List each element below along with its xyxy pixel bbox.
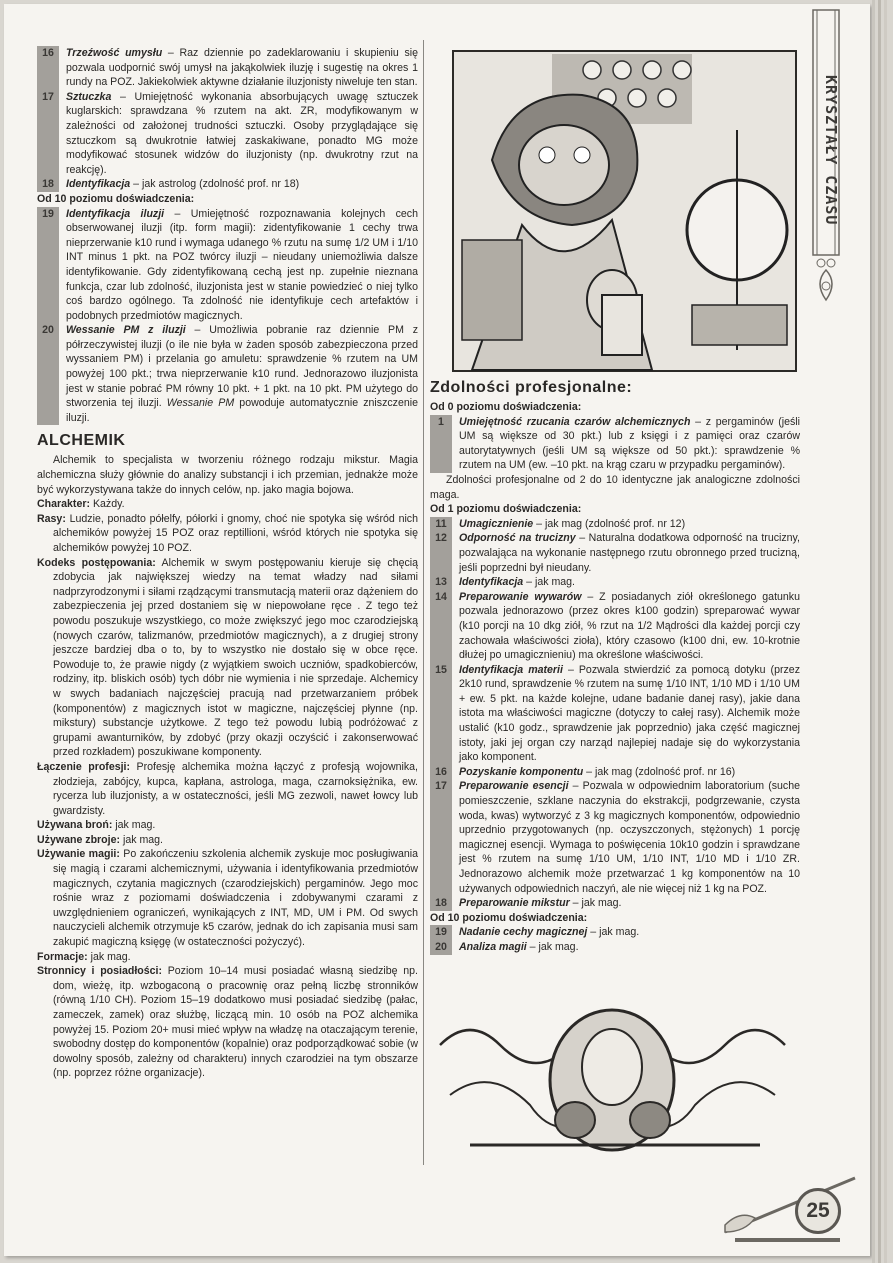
ability-number: 14 [430,590,452,663]
ability-title: Sztuczka [66,90,112,103]
ability-number: 17 [37,90,59,178]
field-label: Formacje: [37,950,88,963]
field-formacje [37,950,418,965]
ability-number: 16 [37,46,59,90]
column-divider [423,40,424,1165]
ability-item [37,207,418,324]
ability-text: – Umiejętność wykonania absorbujących uwagę sztuczek kuglarskich: sprawdzana % rzutem na akt. ZR, modyfikowanym w zależności od założonej trudności sztuczki. Osoby przyglądające się sztuczkom są dwukrotnie łatwiej zaskakiwane, ponadto MG może modyfikować stosunek widzów do iluzjonisty (np. dwukrotny rzut na reakcję). [66,90,418,176]
page-edge [872,0,875,1263]
ability-italic-term: Wessanie PM [166,397,235,410]
ability-title: Pozyskanie komponentu [459,765,584,778]
ability-title: Umiejętność rzucania czarów alchemicznych [459,415,691,428]
page-edge [878,0,881,1263]
field-charakter [37,497,418,512]
ability-title: Identyfikacja iluzji [66,207,165,220]
field-label: Używane zbroje: [37,833,121,846]
ability-number: 12 [430,531,452,575]
ability-number: 18 [430,896,452,911]
ability-number: 1 [430,415,452,473]
level-heading: Od 10 poziomu doświadczenia: [37,192,195,205]
field-stronnicy [37,964,418,1081]
abilities-note: Zdolności profesjonalne od 2 do 10 identyczne jak analogiczne zdolności maga. [430,473,800,501]
ability-title: Trzeźwość umysłu [66,47,163,59]
ability-number: 13 [430,575,452,590]
ability-text: – Pozwala stwierdzić za pomocą dotyku (przez 2k10 rund, sprawdzenie % rzutem na sumę 1/10 INT, 1/10 MD i 1/10 UM + ew. 5 pkt. na każde kolejne, udane badanie danej rasy), jakie dana istota ma właściwości magiczne (dotyczy to całej rasy). Alchemik może ustalić (k10 godz., sprawdzenie jak poprzednio) jaka część magicznej istoty, jaki jej organ czy narząd najlepiej nadaje się do wykorzystania jako komponent. [459,663,800,764]
ability-text: – Z posiadanych ziół określonego gatunku pozwala jednorazowo (przez okres k100 godzin) spreparować wywar (k10 porcji na 10 dkg ziół, % rzut na 1/2 Mądrości dla każdej porcji czy zachowała właściwości zioła), który czasowo (k100 dni, ew. 10-krotnie dłużej po umagicznieniu) ma określone właściwości. [459,590,800,662]
ability-number: 20 [430,940,452,955]
ability-item [37,90,418,178]
ability-item [430,925,800,940]
field-text: jak mag. [120,833,163,846]
field-text: Ludzie, ponadto półelfy, półorki i gnomy, choć nie spotyka się wśród nich alchemików powyżej 15 POZ oraz reptillioni, wśród których nie spotyka się alchemików powyżej 10 POZ. [53,512,418,554]
left-column [37,46,418,1081]
ability-title: Nadanie cechy magicznej [459,926,588,939]
ability-number: 15 [430,663,452,765]
ability-number: 17 [430,779,452,896]
level-heading: Od 1 poziomu doświadczenia: [430,503,582,516]
ability-item [430,940,800,955]
ability-title: Analiza magii [459,940,527,953]
ability-text: – jak mag. [587,926,640,939]
right-column [430,378,800,955]
field-zbroje [37,833,418,848]
ability-title: Preparowanie wywarów [459,590,582,603]
ability-number: 19 [37,207,59,324]
ability-item [430,663,800,765]
field-rasy [37,512,418,556]
field-kodeks [37,556,418,760]
section-heading-alchemik: ALCHEMIK [37,432,126,450]
ability-text: – jak astrolog (zdolność prof. nr 18) [130,178,300,191]
ability-title: Identyfikacja [66,178,131,191]
ability-item [37,46,418,90]
alchemist-illustration [452,50,797,372]
field-text: Alchemik w swym postępowaniu kieruje się chęcią zdobycia jak największej wiedzy na temat władzy nad siłami nadprzyrodzonymi i siłami rządzącymi transmutacją materii oraz dążeniem do zabezpieczenia jej przed dostaniem się w niepowołane ręce . Z tego też powodu poszukuje wszystkiego, co może zwiększyć jego moc czarodziejską (nowych czarów, talizmanów, przedmiotów magicznych), a z drugiej strony jeszcze bardziej dba o to, by to wszystko nie dostało się w obce ręce. Powoduje to, że prawie nigdy (z wyjątkiem swoich uczniów, spadkobierców, rodziny, itp. bliskich osób) tych dóbr nie wymienia i nie sprzedaje. Alchemicy w swych badaniach najczęściej pracują nad przetwarzaniem próbek (komponentów) z magicznych istot w magiczne, najczęściej płynne (np. mikstury) substancje użytkowe. Z tego też powodu lubią podróżować z grupami awanturników, by zdobyć (przy okazji oczyścić i zakonserwować przed rozkładem) poszukiwane komponenty. [53,556,419,759]
ability-title: Umagicznienie [459,517,534,530]
field-text: Każdy. [90,498,125,511]
ability-text: – Umożliwia pobranie raz dziennie PM z półrzeczywistej iluzji (o ile nie była w żaden sposób zabezpieczona przed wyssaniem PM) i przelania go amuletu: sprawdzenie % rzutem na UM powyżej 100 pkt.; trwa nieprzerwanie k10 rund. Jednorazowo iluzjonista jest w stanie pobrać PM równy 10 pkt. + 1 pkt. na 10 pkt. PM użytego do stworzenia tej iluzji. [66,324,418,410]
field-text: Po zakończeniu szkolenia alchemik zyskuje moc posługiwania się magią i czarami alchemicznymi, używania i identyfikowania przedmiotów magicznych, czytania magicznych (czarodziejskich) pergaminów. Jego moc rośnie wraz z poziomami doświadczenia i zdobywanymi czarami z uwzględnieniem ograniczeń, wynikających z INT, MD, UM i PM. Od swych nauczycieli alchemik otrzymuje k5 czarów, jednak do ich zapisania musi sam zakupić magiczną księgę (w ostateczności pożyczyć). [53,848,418,949]
ability-number: 18 [37,177,59,192]
ability-text: – Naturalna dodatkowa odporność na trucizny, pozwalająca na wykonanie następnego rzutu obronnego przed trucizną, jeśli poprzedni był nieudany. [459,532,801,574]
ability-item [430,531,800,575]
field-label: Łączenie profesji: [37,760,131,773]
field-laczenie-profesji [37,760,418,818]
field-bron [37,818,418,833]
field-text: Profesję alchemika można łączyć z profesją wojownika, złodzieja, zabójcy, kupca, kapłana, astrologa, maga, czarnoksiężnika, ew. rycerza lub iluzjonisty, a w ostateczności, jeśli MG zezwoli, nawet łowcy lub gwardzisty. [53,760,418,817]
ability-item [430,765,800,780]
ability-item [430,517,800,532]
section-heading-abilities: Zdolności profesjonalne: [430,379,633,396]
ability-text: – jak mag (zdolność prof. nr 12) [533,517,686,530]
alchemik-intro: Alchemik to specjalista w tworzeniu różnego rodzaju mikstur. Magia alchemiczna służy głównie do analizy substancji i ich przemian, jednakże może być wykorzystywana także do innych celów, np. jako magia bojowa. [37,454,418,496]
ability-number: 20 [37,323,59,425]
ability-title: Preparowanie mikstur [459,897,570,910]
field-label: Używanie magii: [37,848,120,861]
ability-text: – jak mag. [523,576,576,589]
page-edge [884,0,887,1263]
field-label: Rasy: [37,512,66,525]
ability-title: Identyfikacja [459,576,524,589]
ability-title: Odporność na trucizny [459,532,576,545]
ability-number: 19 [430,925,452,940]
ability-number: 16 [430,765,452,780]
level-heading: Od 0 poziomu doświadczenia: [430,401,582,413]
field-label: Kodeks postępowania: [37,556,156,569]
ability-item [37,323,418,425]
ability-text-tail: powoduje automatycznie zniszczenie iluzji. [66,397,419,424]
field-label: Charakter: [37,498,90,511]
ability-text: – Pozwala w odpowiednim laboratorium (suche pomieszczenie, szklane naczynia do ekstrakcji, podgrzewanie, czysta woda, kwas) wytworzyć z 3 kg magicznych komponentów, odpowiednio uprzednio przygotowanych (np. oczyszczonych, stężonych) 1 porcję magicznej esencji. Wymaga to poświęcenia 10k10 godzin i sprawdzane jest % rzutem na sumę 1/10 UM, 1/10 INT, 1/10 MD i 1/10 ZR. Jednorazowo alchemik może przetwarzać 1 kg komponentów na 10 używanych odpowiednich naczyń, ale nie więcej niż 1 kg na POZ. [459,780,800,895]
ability-item [37,177,418,192]
ability-item [430,590,800,663]
ability-item [430,575,800,590]
field-magia [37,847,418,949]
ability-title: Wessanie PM z iluzji [66,324,186,337]
portrait-ornament [430,1005,795,1155]
ability-item [430,415,800,473]
book-title-tab: KRYSZTAŁY CZASU [822,74,840,226]
level-heading: Od 10 poziomu doświadczenia: [430,911,588,924]
ability-number: 11 [430,517,452,532]
ability-item [430,779,800,896]
ability-text: – jak mag (zdolność prof. nr 16) [583,765,736,778]
ability-title: Preparowanie esencji [459,780,569,793]
ability-title: Identyfikacja materii [459,663,563,676]
ability-text: – Umiejętność rozpoznawania kolejnych cech obserwowanej iluzji (itp. form magii): zidentyfikowanie 1 cechy trwa nieprzerwanie k10 rund i wymaga udanego % rzutu na sumę 1/2 UM i 1/10 INT minus 1 pkt. na POZ twórcy iluzji – nieudany uniemożliwia dalsze identyfikowanie. Gdy zidentyfikowaną cechą jest np. zupełnie nieznana funkcja, czar lub zdolność, iluzjonista jest w stanie powiedzieć o niej tylko coś bardzo ogólnego. Ta zdolność nie identyfikuje cech artefaktów i podobnych przedmiotów magicznych. [66,207,418,322]
ability-item [430,896,800,911]
ability-text: – jak mag. [569,897,622,910]
field-text: jak mag. [87,950,131,963]
field-label: Stronnicy i posiadłości: [37,965,162,978]
field-text: jak mag. [112,819,156,832]
ability-text: – z pergaminów (jeśli UM są większe od 30 pkt.) lub z księgi i z pamięci oraz czarów autorytatywnych (jeśli UM są większe od 50 pkt.): sprawdzenie % rzutem na UM (ew. –10 pkt. na krąg czaru w przypadku pergaminów). [459,415,800,472]
field-text: Poziom 10–14 musi posiadać własną siedzibę np. dom, wieżę, itp. wzbogaconą o pracownię oraz pełną liczbę stronników (równą 1/10 CH). Poziom 15–19 dodatkowo musi posiadać siedzibę (pałac, zameczek, zamek) oraz służbę, liczącą min. 10 osób na POZ alchemika powyżej 15. Poziom 20+ musi mieć wpływ na władzę na otaczającym terenie, swobodny dostęp do komponentów (kopalnie) oraz podporządkować sobie (w dowolny sposób, zależny od charakteru) innych czarodziei na tym obszarze (np. poprzez różne organizacje). [53,965,418,1080]
page-number: 25 [795,1188,841,1234]
ability-text: – Raz dziennie po zadeklarowaniu i skupieniu się pozwala uodpornić swój umysł na jakąkolwiek iluzję i sugestię na okres 1 rundy na POZ. Jakiekolwiek aktywne działanie iluzjonisty niweluje ten stan. [66,47,418,89]
field-label: Używana broń: [37,819,113,832]
ability-text: – jak mag. [526,940,579,953]
